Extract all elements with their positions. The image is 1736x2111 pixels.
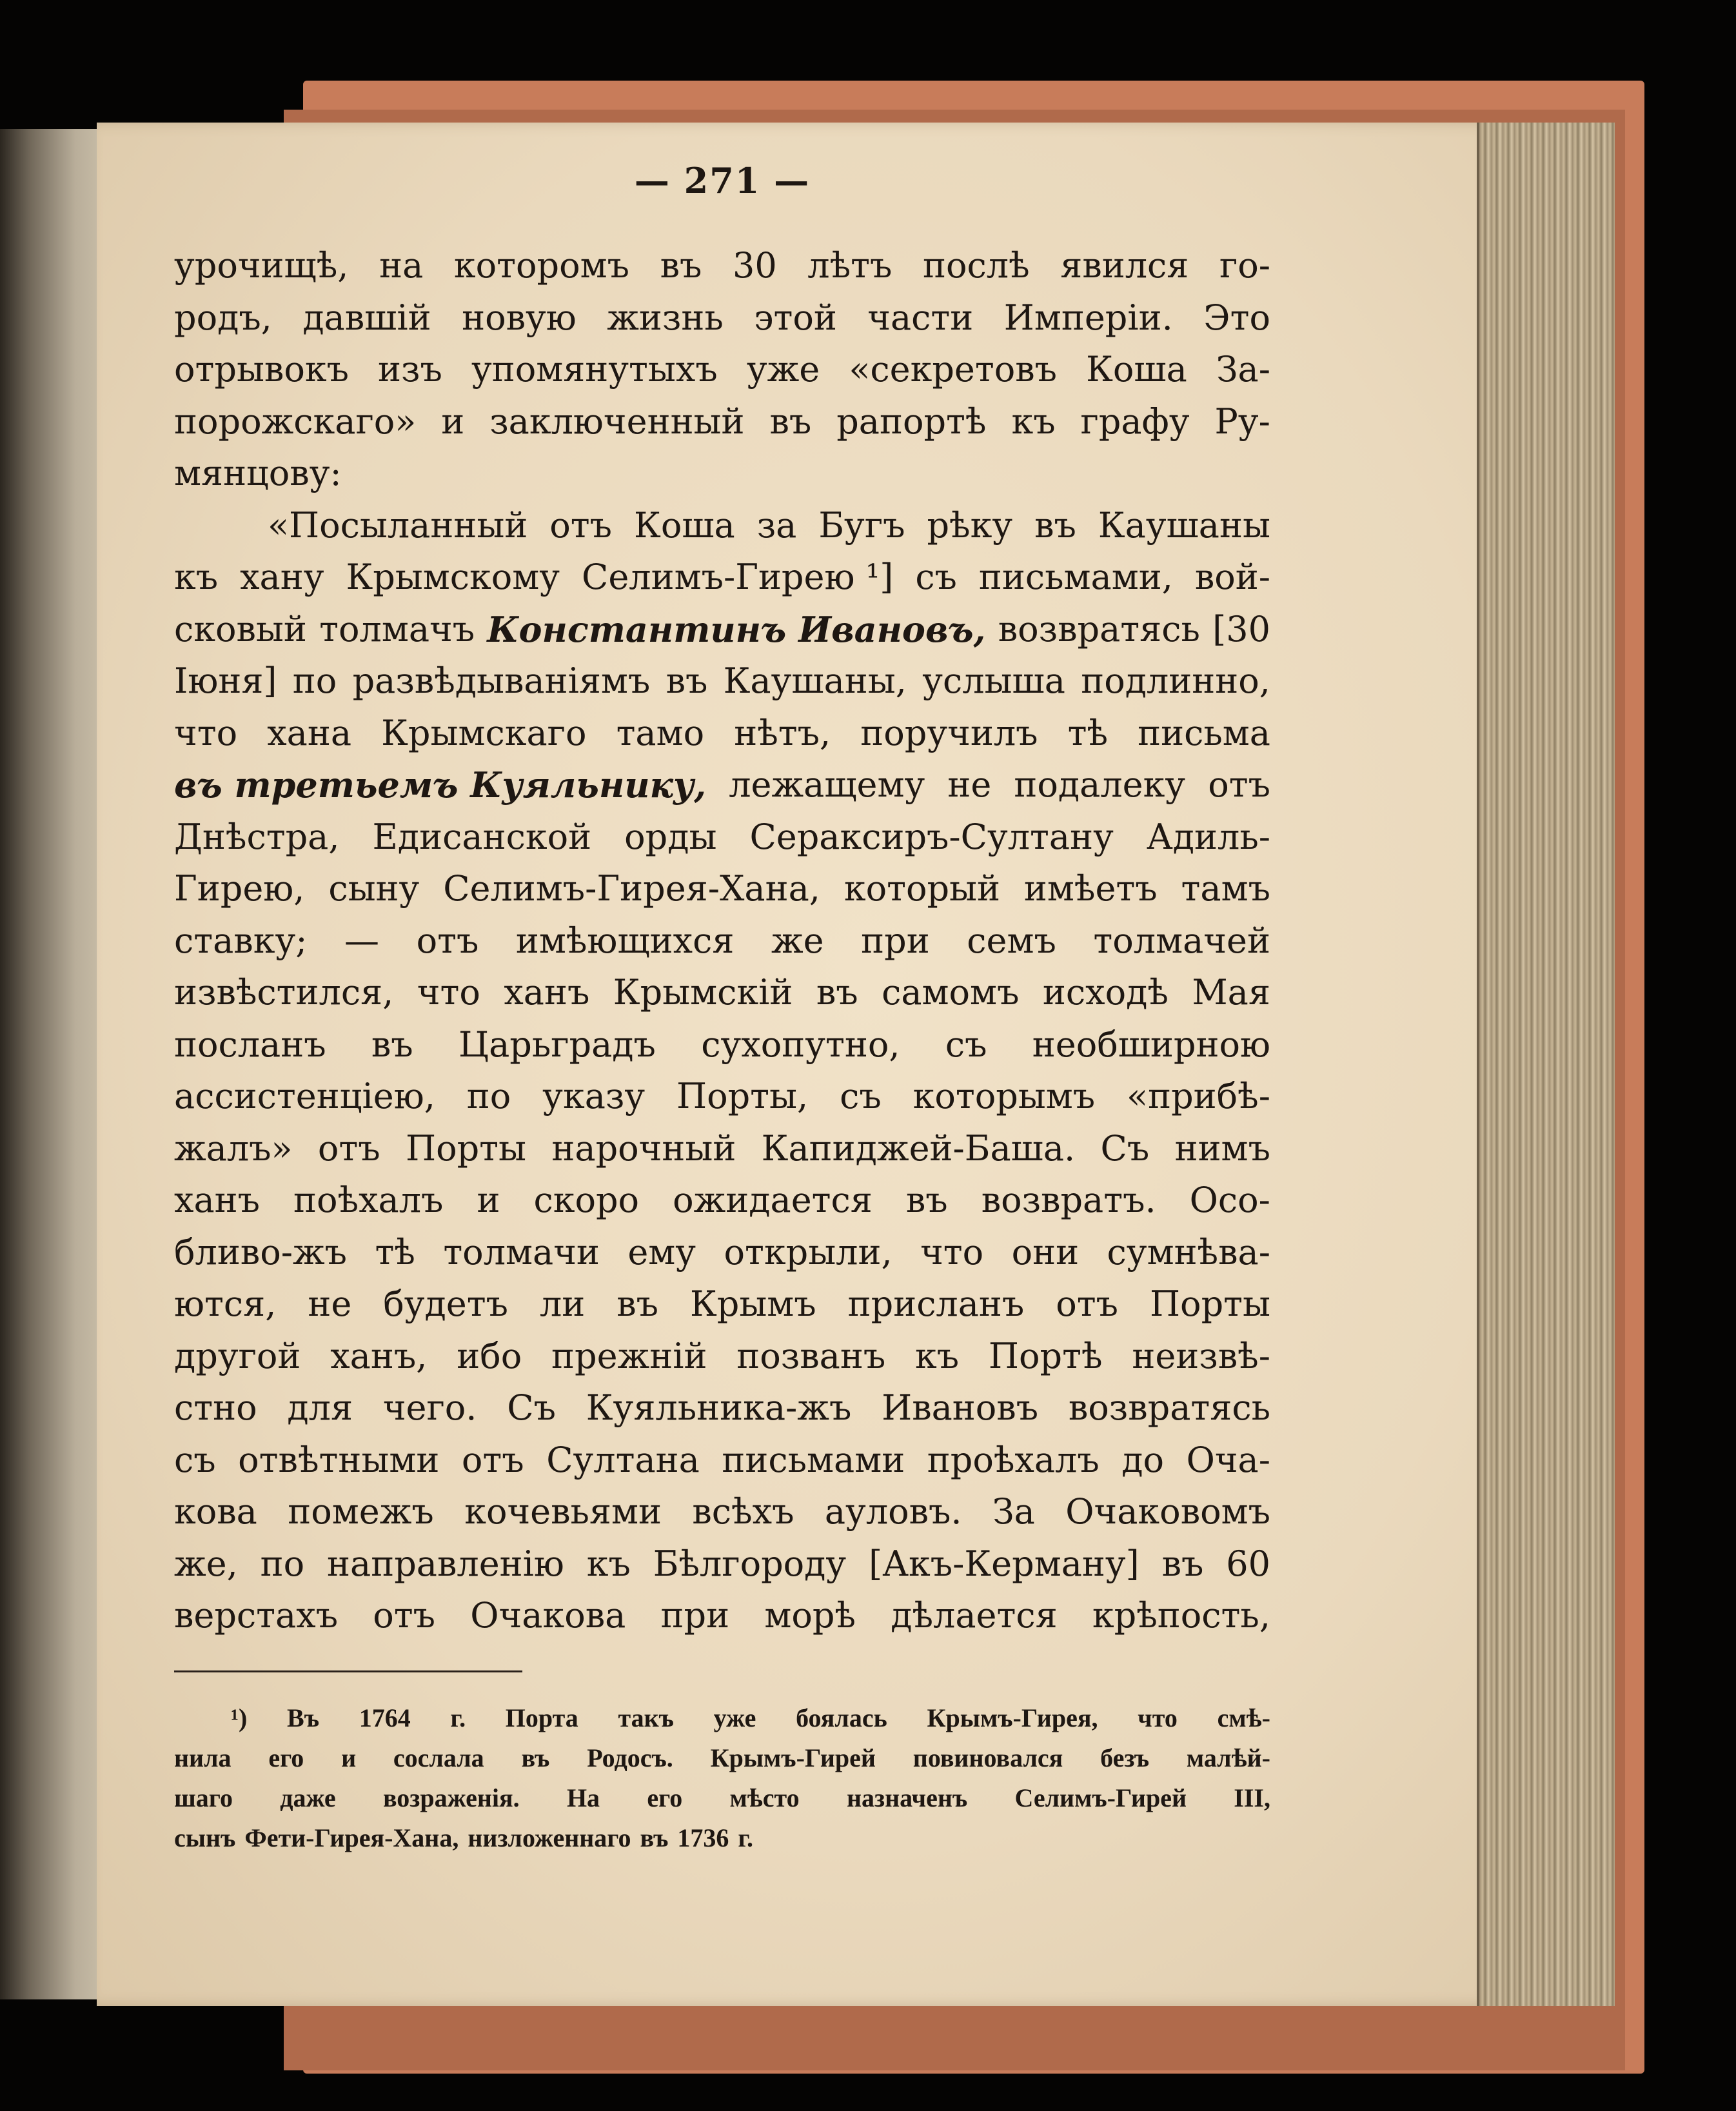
word: толмачъ: [319, 608, 475, 649]
paragraph2-line: [174, 1538, 1270, 1591]
word: его: [268, 1743, 304, 1772]
word: хана: [267, 712, 352, 753]
word: имѣющихся: [515, 920, 735, 961]
word: Родосъ.: [587, 1743, 673, 1772]
word: письма: [1138, 712, 1270, 753]
paragraph2-line: [174, 759, 1270, 811]
word: Ивановъ: [882, 1387, 1039, 1428]
word: ханъ,: [330, 1335, 428, 1376]
word: —: [344, 920, 379, 961]
word: Крымскій: [613, 972, 793, 1013]
word: Крымъ-Гирей: [710, 1743, 876, 1772]
word: Коша: [1086, 349, 1187, 390]
word: Коша: [634, 504, 735, 546]
word: урочищѣ,: [174, 245, 349, 286]
word: имѣетъ: [1023, 868, 1158, 909]
word: Царьградъ: [458, 1024, 656, 1065]
word: возраженія.: [382, 1783, 520, 1812]
word: ожидается: [673, 1180, 873, 1220]
word: явился: [1060, 245, 1189, 286]
word: въ третьемъ Куяльнику,: [174, 764, 707, 806]
word: безъ: [1100, 1743, 1150, 1772]
word: сухопутно,: [701, 1024, 900, 1065]
word: Каушаны,: [723, 660, 907, 701]
word: Порта: [505, 1703, 578, 1732]
word: исходѣ: [1042, 972, 1169, 1013]
word: нѣтъ,: [734, 712, 831, 753]
word: сыну: [328, 868, 420, 909]
word: же,: [174, 1543, 238, 1584]
word: которымъ: [912, 1076, 1096, 1116]
word: тѣ: [375, 1231, 415, 1273]
word: заключенный: [489, 401, 745, 442]
word: направленію: [327, 1543, 564, 1584]
word: не: [308, 1283, 352, 1324]
word: бливо-жъ: [174, 1231, 347, 1273]
word: Съ: [1100, 1127, 1150, 1169]
word: кова: [174, 1491, 257, 1532]
word: орды: [624, 816, 717, 857]
word: Едисанской: [372, 816, 592, 857]
paragraph2-line: [174, 1590, 1270, 1642]
word: ему: [627, 1231, 696, 1273]
word: къ: [915, 1335, 960, 1376]
word: услыша: [922, 660, 1065, 701]
word: такъ: [618, 1703, 674, 1732]
word: низложеннаго: [468, 1823, 631, 1852]
word: Фети-Гирея-Хана,: [244, 1823, 459, 1852]
paragraph2-line: [174, 1174, 1270, 1227]
word: самомъ: [882, 972, 1020, 1013]
word: семъ: [967, 920, 1056, 961]
word: открыли,: [724, 1231, 893, 1273]
word: который: [843, 868, 1001, 909]
word: Съ: [507, 1387, 556, 1428]
paragraph1-line: [174, 240, 1270, 292]
word: жизнь: [607, 297, 724, 338]
word: которомъ: [453, 245, 629, 286]
word: шаго: [174, 1783, 233, 1812]
word: мянцову:: [174, 453, 342, 493]
word: г.: [450, 1703, 466, 1732]
paragraph2-line: [174, 604, 1270, 656]
word: Куяльника-жъ: [586, 1387, 852, 1428]
word: въ: [660, 245, 702, 286]
word: Ру-: [1214, 401, 1270, 442]
word: поручилъ: [860, 712, 1038, 753]
word: къ: [174, 557, 219, 597]
word: проѣхалъ: [927, 1439, 1100, 1480]
word: тамъ: [1181, 868, 1270, 909]
word: развѣдываніямъ: [352, 660, 651, 701]
word: Порты: [1149, 1283, 1270, 1324]
footnote-rule: [174, 1670, 522, 1672]
word: въ: [371, 1024, 413, 1065]
word: помежъ: [288, 1491, 434, 1532]
page-number: — 271 —: [634, 160, 811, 201]
word: хану: [240, 557, 324, 597]
word: Очаковомъ: [1065, 1491, 1270, 1532]
word: Портѣ: [988, 1335, 1103, 1376]
word: отъ: [1056, 1283, 1118, 1324]
word: Въ: [287, 1703, 320, 1732]
word: же: [771, 920, 824, 961]
word: части: [867, 297, 974, 338]
word: Оча-: [1186, 1439, 1270, 1480]
word: Крымъ-Гирея,: [927, 1703, 1098, 1732]
word: лѣтъ: [807, 245, 893, 286]
word: и: [441, 401, 465, 442]
word: уже: [746, 349, 820, 390]
word: нила: [174, 1743, 232, 1772]
word: всѣхъ: [692, 1491, 794, 1532]
word: малѣй-: [1186, 1743, 1270, 1772]
word: графу: [1080, 401, 1190, 442]
word: отвѣтными: [238, 1439, 440, 1480]
word: съ: [945, 1024, 987, 1065]
word: морѣ: [764, 1595, 856, 1636]
word: присланъ: [847, 1283, 1025, 1324]
word: верстахъ: [174, 1595, 339, 1636]
word: ибо: [457, 1335, 522, 1376]
word: Сераксиръ-Султану: [749, 816, 1114, 857]
word: отъ: [461, 1439, 524, 1480]
word: порожскаго»: [174, 401, 417, 442]
footnote-line: [174, 1818, 1270, 1858]
word: Капиджей-Баша.: [761, 1127, 1076, 1169]
paragraph2-line: [174, 1331, 1270, 1383]
paragraph1-line: [174, 396, 1270, 448]
word: кочевьями: [464, 1491, 662, 1532]
paragraph2-line: [174, 1382, 1270, 1434]
word: ются,: [174, 1283, 277, 1324]
word: скоро: [533, 1180, 640, 1220]
paragraph1-line: [174, 448, 1270, 500]
word: въ: [1034, 504, 1076, 546]
word: съ: [915, 557, 957, 597]
word: прежній: [551, 1335, 707, 1376]
word: посланъ: [174, 1024, 326, 1065]
word: ханъ: [174, 1180, 260, 1220]
word: письмами,: [978, 557, 1173, 597]
word: 1736: [677, 1823, 729, 1852]
footnote-line: [174, 1778, 1270, 1818]
word: «секретовъ: [849, 349, 1057, 390]
word: Каушаны: [1098, 504, 1270, 546]
word: Мая: [1192, 972, 1270, 1013]
word: по: [466, 1076, 511, 1116]
word: Крымскаго: [381, 712, 587, 753]
paragraph2-line: [174, 500, 1270, 552]
word: Днѣстра,: [174, 816, 340, 857]
word: [30: [1212, 608, 1270, 649]
word: Бугъ: [818, 504, 905, 546]
word: «прибѣ-: [1127, 1076, 1270, 1116]
word: по: [292, 660, 337, 701]
word: неизвѣ-: [1132, 1335, 1270, 1376]
word: даже: [280, 1783, 336, 1812]
word: 1764: [359, 1703, 411, 1732]
word: рапортѣ: [836, 401, 987, 442]
word: возвратъ.: [981, 1180, 1156, 1220]
paragraph2-line: [174, 1434, 1270, 1487]
word: этой: [754, 297, 837, 338]
word: нимъ: [1174, 1127, 1270, 1169]
page-stack-edges: [1477, 123, 1615, 2006]
paragraph2-line: [174, 1071, 1270, 1123]
word: Іюня]: [174, 660, 277, 701]
word: нарочный: [551, 1127, 736, 1169]
word: въ: [1161, 1543, 1204, 1584]
word: Имперіи.: [1003, 297, 1173, 338]
word: тѣ: [1067, 712, 1109, 753]
word: и: [341, 1743, 357, 1772]
word: что: [1138, 1703, 1178, 1732]
word: 60: [1226, 1543, 1270, 1584]
word: отъ: [317, 1127, 380, 1169]
word: На: [566, 1783, 600, 1812]
word: вой-: [1194, 557, 1270, 597]
word: Порты: [406, 1127, 527, 1169]
word: За: [992, 1491, 1035, 1532]
word: отъ: [549, 504, 613, 546]
body-text: [174, 240, 1270, 1642]
word: другой: [174, 1335, 301, 1376]
word: за: [756, 504, 797, 546]
word: Селимъ-Гирею ¹]: [582, 557, 894, 597]
word: указу: [542, 1076, 646, 1116]
word: упомянутыхъ: [471, 349, 718, 390]
paragraph2-line: [174, 1227, 1270, 1279]
word: при: [660, 1595, 730, 1636]
word: его: [647, 1783, 683, 1812]
word: Бѣлгороду: [653, 1543, 847, 1584]
word: съ: [840, 1076, 882, 1116]
word: толмачей: [1093, 920, 1270, 961]
word: Очакова: [470, 1595, 626, 1636]
paragraph1-line: [174, 344, 1270, 396]
paragraph2-line: [174, 655, 1270, 708]
word: не: [947, 764, 992, 805]
word: Порты,: [676, 1076, 809, 1116]
paragraph2-line: [174, 551, 1270, 604]
word: толмачи: [443, 1231, 600, 1273]
word: въ: [816, 972, 858, 1013]
page-text-area: [174, 160, 1270, 1858]
word: крѣпость,: [1092, 1595, 1270, 1636]
word: уже: [713, 1703, 756, 1732]
word: лежащему: [729, 764, 925, 805]
word: въ: [521, 1743, 550, 1772]
word: будетъ: [383, 1283, 508, 1324]
word: въ: [616, 1283, 658, 1324]
word: по: [260, 1543, 305, 1584]
word: на: [379, 245, 424, 286]
word: до: [1121, 1439, 1165, 1480]
word: послѣ: [923, 245, 1030, 286]
word: сослала: [393, 1743, 484, 1772]
word: извѣстился,: [174, 972, 394, 1013]
word: Султана: [546, 1439, 700, 1480]
word: въ: [640, 1823, 669, 1852]
word: ¹): [231, 1703, 248, 1732]
paragraph2-line: [174, 1486, 1270, 1538]
word: ассистенціею,: [174, 1076, 435, 1116]
paragraph2-line: [174, 1019, 1270, 1071]
word: [Акъ-Керману]: [869, 1543, 1139, 1584]
word: въ: [666, 660, 708, 701]
word: чего.: [382, 1387, 477, 1428]
word: г.: [738, 1823, 754, 1852]
word: «Посыланный: [268, 504, 528, 546]
word: подлинно,: [1081, 660, 1270, 701]
word: стно: [174, 1387, 257, 1428]
paragraph2-line: [174, 1123, 1270, 1175]
word: сынъ: [174, 1823, 236, 1852]
word: и: [477, 1180, 500, 1220]
footnote-line: [174, 1698, 1270, 1738]
word: что: [920, 1231, 984, 1273]
word: необширною: [1032, 1024, 1270, 1065]
word: давшій: [302, 297, 431, 338]
word: За-: [1216, 349, 1270, 390]
word: подалеку: [1014, 764, 1186, 805]
word: Крымскому: [346, 557, 560, 597]
word: ли: [539, 1283, 586, 1324]
word: тамо: [616, 712, 705, 753]
word: III,: [1234, 1783, 1270, 1812]
footnote-line: [174, 1738, 1270, 1778]
paragraph2-line: [174, 708, 1270, 760]
paragraph2-line: [174, 915, 1270, 967]
word: поѣхалъ: [293, 1180, 444, 1220]
word: отрывокъ: [174, 349, 349, 390]
footnote: [174, 1698, 1270, 1858]
word: смѣ-: [1217, 1703, 1270, 1732]
word: 30: [732, 245, 777, 286]
paragraph2-line: [174, 811, 1270, 864]
word: къ: [586, 1543, 631, 1584]
word: къ: [1011, 401, 1056, 442]
paragraph1-line: [174, 292, 1270, 344]
word: ханъ: [504, 972, 590, 1013]
paragraph2-line: [174, 967, 1270, 1019]
paragraph2-line: [174, 863, 1270, 915]
word: дѣлается: [891, 1595, 1058, 1636]
paragraph2-line: [174, 1278, 1270, 1331]
word: назначенъ: [846, 1783, 968, 1812]
word: въ: [905, 1180, 948, 1220]
word: для: [287, 1387, 353, 1428]
word: письмами: [722, 1439, 905, 1480]
word: Осо-: [1189, 1180, 1270, 1220]
word: они: [1011, 1231, 1080, 1273]
word: Константинъ Ивановъ,: [487, 608, 986, 650]
word: ставку;: [174, 920, 308, 961]
word: отъ: [1208, 764, 1270, 805]
word: мѣсто: [729, 1783, 800, 1812]
word: съ: [174, 1439, 216, 1480]
word: Крымъ: [689, 1283, 816, 1324]
word: боялась: [796, 1703, 887, 1732]
word: изъ: [378, 349, 442, 390]
word: рѣку: [927, 504, 1013, 546]
word: повиновался: [912, 1743, 1063, 1772]
word: Это: [1203, 297, 1270, 338]
word: возвратясь: [998, 608, 1200, 649]
word: Адиль-: [1146, 816, 1270, 857]
word: го-: [1219, 245, 1270, 286]
word: возвратясь: [1068, 1387, 1270, 1428]
word: что: [174, 712, 238, 753]
word: родъ,: [174, 297, 272, 338]
word: отъ: [373, 1595, 436, 1636]
word: что: [417, 972, 480, 1013]
word: сковый: [174, 608, 307, 649]
word: Гирею,: [174, 868, 305, 909]
word: сумнѣва-: [1107, 1231, 1270, 1273]
word: Селимъ-Гирей: [1014, 1783, 1187, 1812]
word: отъ: [416, 920, 479, 961]
word: ауловъ.: [824, 1491, 962, 1532]
word: Селимъ-Гирея-Хана,: [443, 868, 820, 909]
word: жалъ»: [174, 1127, 293, 1169]
word: при: [861, 920, 930, 961]
word: въ: [769, 401, 812, 442]
word: новую: [462, 297, 577, 338]
word: позванъ: [736, 1335, 886, 1376]
